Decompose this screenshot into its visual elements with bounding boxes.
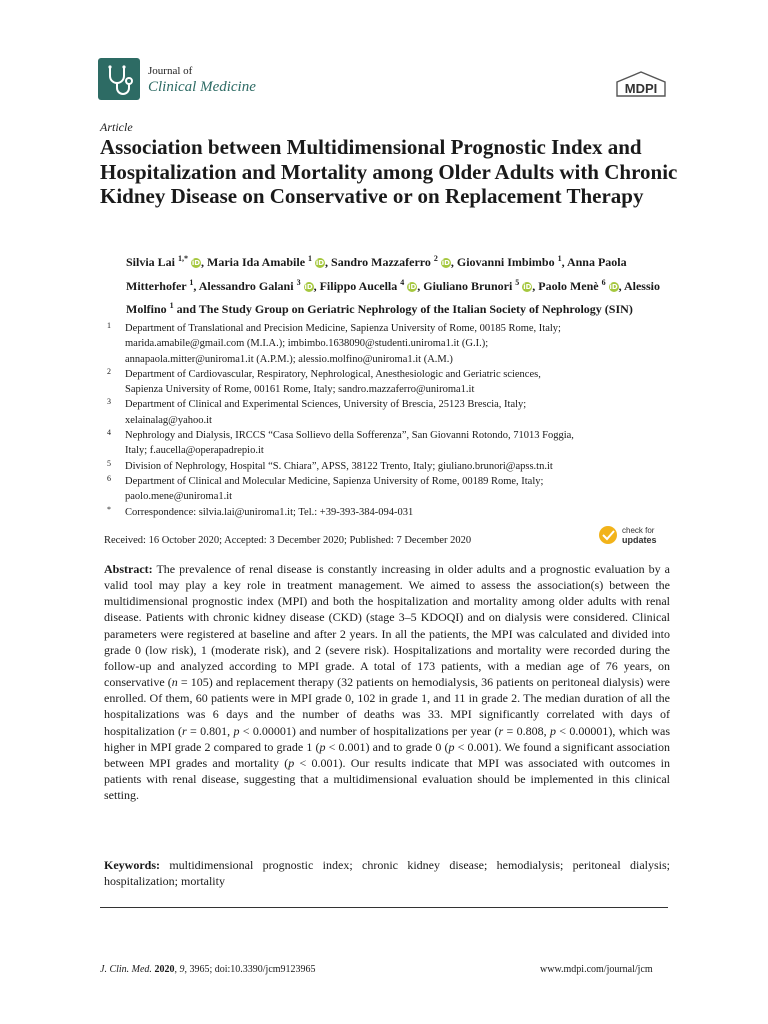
- journal-abbr: J. Clin. Med.: [100, 964, 152, 975]
- author-name: Alessio Molfino: [126, 278, 660, 316]
- affiliation-number: 5: [107, 458, 111, 468]
- affiliation-number: 3: [107, 397, 111, 407]
- author-name: Alessandro Galani: [198, 278, 294, 293]
- affiliation-number: 2: [107, 366, 111, 376]
- check-for-label: check for: [622, 526, 655, 535]
- author[interactable]: [331, 255, 451, 269]
- stat-symbol: n: [171, 675, 178, 690]
- affiliation-text: Nephrology and Dialysis, IRCCS “Casa Sollievo della Sofferenza”, San Giovanni Rotondo, 71013 Foggia,: [125, 430, 574, 442]
- author-name: Paolo Menè: [538, 278, 599, 293]
- affiliation: [104, 474, 684, 505]
- author-affiliation-mark: 1: [557, 254, 562, 263]
- author[interactable]: [126, 255, 201, 269]
- stat-symbol: p: [448, 739, 455, 754]
- affiliation-text: Department of Translational and Precision Medicine, Sapienza University of Rome, 00185 Rome, Italy;: [125, 323, 561, 334]
- author-affiliation-mark: 4: [400, 277, 405, 287]
- stat-symbol: p: [288, 755, 295, 770]
- author-list: Silvia Lai $^{1,*}$ iD, Maria Ida Amabile $^1$ iD, Sandro Mazzaferro $^2$ iD, Giovanni Imbimbo $^1$, Anna Paola Mitterhofer $^1$, Alessandro Galani $^3$ iD, Filippo Aucella $^4$ iD, Giuliano Brunori $^5$ iD, Paolo Menè $^6$ iD, Alessio Molfino $^1$ and The Study Group on Geriatric Nephrology of the Italian Society of Nephrology (SIN): [126, 254, 660, 316]
- check-for-updates-badge[interactable]: [597, 522, 671, 550]
- affiliation: [104, 321, 684, 367]
- orcid-icon[interactable]: iD: [315, 259, 325, 267]
- author[interactable]: [199, 279, 314, 293]
- author-affiliation-mark: 6: [601, 277, 606, 287]
- author[interactable]: [423, 279, 532, 293]
- journal-of-label: Journal of: [148, 65, 193, 77]
- journal-logo: [98, 58, 140, 100]
- author-name: Silvia Lai: [126, 255, 176, 269]
- author[interactable]: [207, 255, 325, 269]
- abstract: [104, 561, 670, 803]
- updates-label: updates: [622, 535, 657, 545]
- author[interactable]: [538, 279, 618, 293]
- abstract-label: Abstract:: [104, 562, 153, 576]
- author-affiliation-mark: 1,*: [178, 254, 189, 263]
- affiliation-number: *: [107, 504, 111, 514]
- affiliation-emails: paolo.mene@uniroma1.it: [125, 491, 233, 503]
- stat-symbol: r: [498, 723, 504, 738]
- orcid-icon[interactable]: iD: [304, 282, 313, 291]
- author-name: Filippo Aucella: [319, 278, 398, 293]
- author-name: Maria Ida Amabile: [207, 255, 306, 269]
- divider: [100, 907, 668, 908]
- affiliation-text: Department of Clinical and Experimental Sciences, University of Brescia, 25123 Brescia, Italy;: [125, 399, 527, 411]
- affiliation: [104, 367, 684, 398]
- footer-volume: 9: [179, 964, 185, 975]
- author[interactable]: [457, 255, 562, 269]
- author[interactable]: [320, 279, 418, 293]
- affiliation-number: 1: [107, 321, 111, 330]
- author-affiliation-mark: 1: [308, 254, 313, 263]
- affiliation-text: Correspondence: silvia.lai@uniroma1.it; Tel.: +39-393-384-094-031: [125, 506, 414, 518]
- affiliation-emails: Italy; f.aucella@operapadrepio.it: [125, 445, 264, 457]
- affiliation-emails: marida.amabile@gmail.com (M.I.A.); imbimbo.1638090@studenti.uniroma1.it (G.I.);: [125, 338, 489, 350]
- author-affiliation-mark: 5: [515, 277, 520, 287]
- affiliation-list: [104, 321, 684, 520]
- stethoscope-icon: [98, 58, 140, 100]
- orcid-icon[interactable]: iD: [441, 259, 450, 267]
- affiliation-text: Division of Nephrology, Hospital “S. Chiara”, APSS, 38122 Trento, Italy; giuliano.brunori@apss.tn.it: [125, 460, 553, 472]
- author-affiliation-mark: 3: [296, 277, 301, 287]
- abstract-text: The prevalence of renal disease is constantly increasing in older adults and a prognostic evaluation by a valid tool may play a key role in treatment management. We aimed to assess the association(s) between the multidimensional prognostic index (MPI) and both the hospitalization and mortality among older adults with renal disease. Patients with chronic kidney disease (CKD) (stage 3–5 KDOQI) and on dialysis were considered. Clinical parameters were registered at baseline and after 2 years. In all the patients, the MPI was calculated and divided into grade 0 (low risk), 1 (moderate risk), and 2 (severe risk). Hospitalizations and mortality were recorded during the follow-up and analyzed according to MPI grade. A total of 173 patients, with a median age of 76 years, on conservative (n = 105) and replacement therapy (32 patients on hemodialysis, 36 patients on peritoneal dialysis) were enrolled. Of them, 60 patients were in MPI grade 0, 102 in grade 1, and 11 in grade 2. The median duration of all the hospitalizations was 6 days and the number of deaths was 33. MPI significantly correlated with days of hospitalization (r = 0.801, p < 0.00001) and number of hospitalizations per year (r = 0.808, p < 0.00001), which was higher in MPI grade 2 compared to grade 1 (p < 0.001) and to grade 0 (p < 0.001). We found a significant association between MPI grades and mortality (p < 0.001). Our results indicate that MPI was associated with outcomes in patients with renal disease, suggesting that a multidimensional evaluation should be implemented in this clinical setting.: [104, 562, 671, 803]
- affiliation-text: Department of Cardiovascular, Respiratory, Nephrological, Anesthesiologic and Geriatric sciences,: [125, 368, 541, 380]
- author-name: Sandro Mazzaferro: [331, 255, 431, 269]
- footer-doi: , 3965; doi:10.3390/jcm9123965: [184, 964, 316, 975]
- affiliation-emails: Sapienza University of Rome, 00161 Rome, Italy; sandro.mazzaferro@uniroma1.it: [125, 384, 475, 396]
- affiliation-text: Department of Clinical and Molecular Medicine, Sapienza University of Rome, 00189 Rome, Italy;: [125, 475, 544, 487]
- stat-symbol: r: [181, 723, 187, 738]
- author-affiliation-mark: 1: [169, 301, 174, 310]
- orcid-icon[interactable]: iD: [609, 282, 618, 291]
- stat-symbol: p: [233, 723, 240, 738]
- affiliation: [104, 459, 684, 474]
- publisher-name: MDPI: [624, 81, 658, 96]
- orcid-icon[interactable]: iD: [523, 282, 532, 291]
- affiliation: [104, 505, 684, 520]
- affiliation-emails: annapaola.mitter@uniroma1.it (A.P.M.); alessio.molfino@uniroma1.it (A.M.): [125, 353, 453, 365]
- affiliation: [104, 397, 684, 428]
- keywords-text: multidimensional prognostic index; chronic kidney disease; hemodialysis; peritoneal dialysis; hospitalization; mortality: [104, 858, 670, 889]
- journal-url[interactable]: www.mdpi.com/journal/jcm: [540, 964, 653, 975]
- affiliation-number: 6: [107, 473, 111, 483]
- update-badge-icon: [599, 526, 617, 544]
- author-name: Giovanni Imbimbo: [456, 255, 555, 269]
- keywords-label: Keywords:: [104, 858, 160, 872]
- author-affiliation-mark: 1: [189, 277, 194, 287]
- author-name: Giuliano Brunori: [423, 278, 513, 293]
- article-type: Article: [100, 120, 133, 134]
- author-name: Anna Paola Mitterhofer: [126, 255, 627, 293]
- publisher-logo: [613, 70, 669, 102]
- footer-citation: J. Clin. Med. 2020, 9, 3965; doi:10.3390/jcm9123965: [100, 964, 316, 975]
- orcid-icon[interactable]: iD: [191, 259, 201, 267]
- stat-symbol: p: [549, 723, 556, 738]
- article-title: Association between Multidimensional Prognostic Index and Hospitalization and Mortality among Older Adults with Chronic Kidney Disease on Conservative or on Replacement Therapy: [100, 135, 678, 208]
- publication-dates: Received: 16 October 2020; Accepted: 3 December 2020; Published: 7 December 2020: [104, 535, 472, 546]
- stat-symbol: p: [319, 739, 326, 754]
- footer-year: 2020: [154, 964, 175, 975]
- keywords: [104, 857, 670, 890]
- author-list-tail: and The Study Group on Geriatric Nephrology of the Italian Society of Nephrology (SIN): [176, 302, 633, 316]
- affiliation-number: 4: [107, 428, 111, 438]
- author-affiliation-mark: 2: [433, 254, 438, 263]
- affiliation: [104, 428, 684, 459]
- orcid-icon[interactable]: iD: [408, 282, 417, 291]
- affiliation-emails: xelainalag@yahoo.it: [125, 414, 212, 426]
- journal-name: Clinical Medicine: [148, 79, 256, 95]
